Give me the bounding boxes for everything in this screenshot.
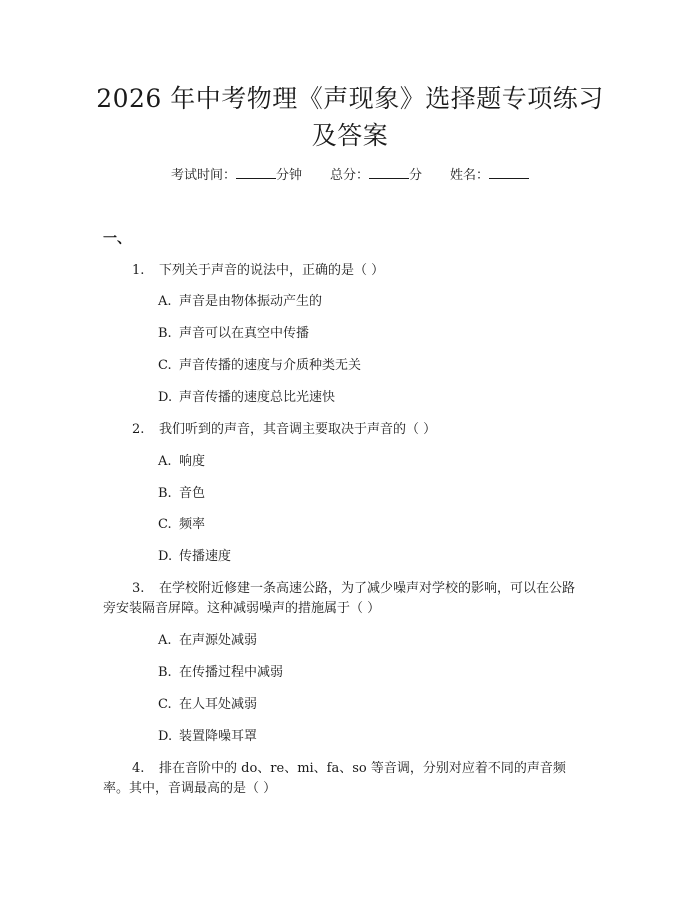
question-4-continued: 率。其中，音调最高的是（ ） xyxy=(103,781,277,796)
option-text: 装置降噪耳罩 xyxy=(179,729,258,744)
question-2-option-c xyxy=(158,515,205,535)
option-text: 响度 xyxy=(179,454,206,469)
exam-time-label: 考试时间： xyxy=(170,168,236,183)
question-3-option-a xyxy=(158,631,257,651)
question-3-option-c xyxy=(158,695,257,715)
option-text: 在传播过程中减弱 xyxy=(179,665,284,680)
question-2-option-b xyxy=(158,484,205,504)
option-letter: A. xyxy=(158,633,172,648)
document-title-line-2: 及答案 xyxy=(311,121,389,150)
question-2 xyxy=(132,420,436,440)
option-letter: A. xyxy=(158,294,172,309)
question-3-continued: 旁安装隔音屏障。这种减弱噪声的措施属于（ ） xyxy=(103,601,381,616)
exam-time-unit: 分钟 xyxy=(275,168,302,183)
option-letter: A. xyxy=(158,454,172,469)
question-3 xyxy=(132,579,575,599)
question-1-option-a xyxy=(158,292,322,312)
question-text: 下列关于声音的说法中，正确的是（ ） xyxy=(159,263,385,278)
option-text: 声音可以在真空中传播 xyxy=(179,326,310,341)
document-title-line-1: 2026 年中考物理《声现象》选择题专项练习 xyxy=(96,84,604,113)
student-name-blank[interactable] xyxy=(489,166,529,179)
option-text: 声音是由物体振动产生的 xyxy=(179,294,323,309)
question-number: 2. xyxy=(132,422,145,437)
option-text: 传播速度 xyxy=(179,549,232,564)
option-text: 音色 xyxy=(179,486,206,501)
section-heading: 一、 xyxy=(103,231,131,247)
question-4 xyxy=(132,759,566,779)
exam-time-blank[interactable] xyxy=(236,166,276,179)
question-3-option-d xyxy=(158,727,257,747)
question-text: 在学校附近修建一条高速公路，为了减少噪声对学校的影响，可以在公路 xyxy=(159,581,576,596)
option-letter: B. xyxy=(158,665,172,680)
total-score-label: 总分： xyxy=(329,168,369,183)
question-2-option-a xyxy=(158,452,205,472)
option-letter: C. xyxy=(158,697,172,712)
exam-info-row xyxy=(0,166,700,186)
question-1-option-d xyxy=(158,388,335,408)
option-letter: C. xyxy=(158,358,172,373)
question-text: 我们听到的声音，其音调主要取决于声音的（ ） xyxy=(159,422,437,437)
question-2-option-d xyxy=(158,547,231,567)
total-score-blank[interactable] xyxy=(369,166,409,179)
question-1-option-c xyxy=(158,356,361,376)
option-text: 声音传播的速度总比光速快 xyxy=(179,390,336,405)
question-1 xyxy=(132,261,384,281)
question-1-option-b xyxy=(158,324,309,344)
total-score-unit: 分 xyxy=(409,168,423,183)
question-3-option-b xyxy=(158,663,283,683)
option-letter: D. xyxy=(158,549,173,564)
question-number: 1. xyxy=(132,263,145,278)
option-text: 频率 xyxy=(179,517,206,532)
option-text: 在声源处减弱 xyxy=(179,633,258,648)
question-number: 3. xyxy=(132,581,145,596)
option-letter: C. xyxy=(158,517,172,532)
question-number: 4. xyxy=(132,761,145,776)
student-name-label: 姓名： xyxy=(450,168,490,183)
option-text: 声音传播的速度与介质种类无关 xyxy=(179,358,362,373)
option-letter: B. xyxy=(158,326,172,341)
option-letter: D. xyxy=(158,390,173,405)
option-text: 在人耳处减弱 xyxy=(179,697,258,712)
option-letter: B. xyxy=(158,486,172,501)
question-text: 排在音阶中的 do、re、mi、fa、so 等音调，分别对应着不同的声音频 xyxy=(159,761,566,776)
option-letter: D. xyxy=(158,729,173,744)
